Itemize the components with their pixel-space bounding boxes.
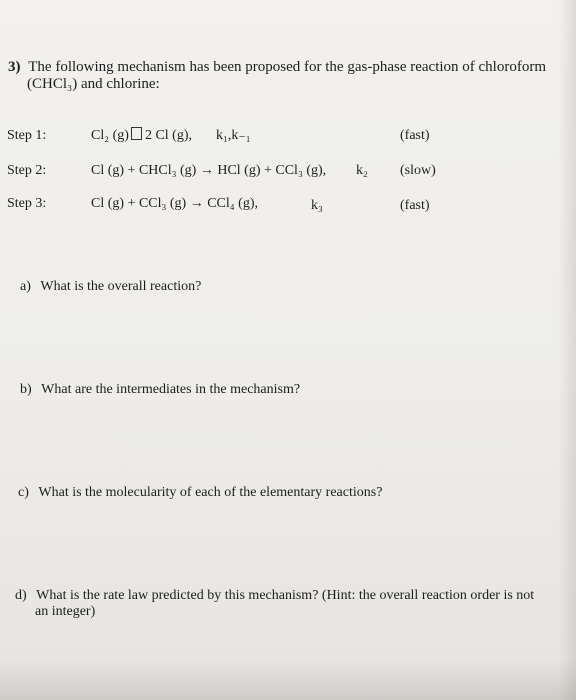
step-3-rate-constant: k₃ xyxy=(311,198,323,213)
question-header xyxy=(8,58,546,76)
step-2-reaction: Cl (g) + CHCl₃ (g) → HCl (g) + CCl₃ (g), xyxy=(91,163,327,178)
part-a-text: What is the overall reaction? xyxy=(40,279,202,294)
part-d-text-line2: an integer) xyxy=(35,604,96,619)
step-3-label: Step 3: xyxy=(7,196,47,211)
question-intro-line2: (CHCl₃) and chlorine: xyxy=(27,76,160,92)
part-b-label: b) xyxy=(20,382,32,397)
part-d-text-line1: What is the rate law predicted by this mechanism? (Hint: the overall reaction order is not xyxy=(36,588,535,603)
step-2-speed: (slow) xyxy=(400,163,436,178)
equilibrium-box-icon xyxy=(131,127,142,140)
question-number: 3) xyxy=(8,59,21,75)
step-1-rate-constant: k₁,k₋₁ xyxy=(216,128,251,143)
part-b xyxy=(20,381,300,399)
step-1-reaction-left: Cl₂ (g) xyxy=(91,128,129,143)
part-d-label: d) xyxy=(15,588,27,603)
step-1-label: Step 1: xyxy=(7,128,47,143)
page-bottom-shadow xyxy=(0,660,576,700)
question-intro-line1: The following mechanism has been proposed for the gas-phase reaction of chloroform xyxy=(28,59,546,75)
step-2-rate-constant: k₂ xyxy=(356,163,368,178)
page-edge-shadow xyxy=(558,0,576,700)
step-3-reaction: Cl (g) + CCl₃ (g) → CCl₄ (g), xyxy=(91,196,258,211)
step-1-speed: (fast) xyxy=(400,128,430,143)
part-c xyxy=(18,484,382,502)
part-a-label: a) xyxy=(20,279,31,294)
part-c-label: c) xyxy=(18,485,29,500)
step-1-reaction-right: 2 Cl (g), xyxy=(144,128,192,143)
part-b-text: What are the intermediates in the mechanism? xyxy=(41,382,301,397)
step-3-speed: (fast) xyxy=(400,198,430,213)
part-c-text: What is the molecularity of each of the elementary reactions? xyxy=(38,485,383,500)
part-a xyxy=(20,278,201,296)
step-2-label: Step 2: xyxy=(7,163,47,178)
step-1-reaction xyxy=(91,127,192,145)
